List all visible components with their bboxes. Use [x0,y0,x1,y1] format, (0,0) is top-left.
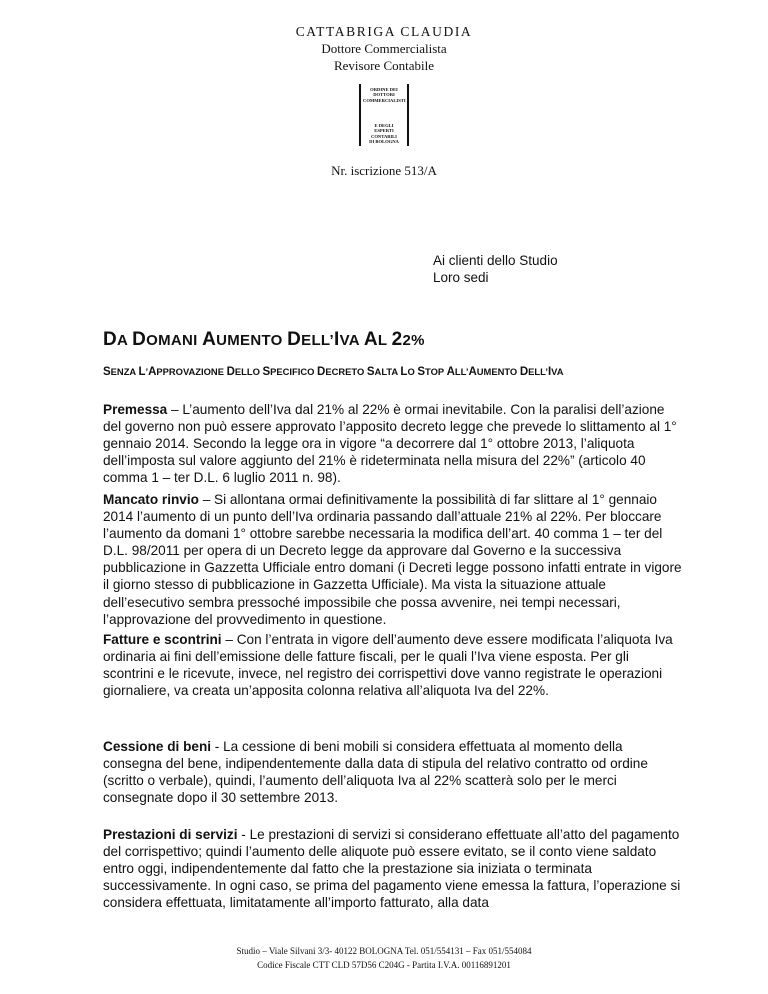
paragraph-text: – Con l’entrata in vigore dell’aumento deve essere modificata l’aliquota Iva ordinaria ai fini dell’emissione delle fatture fiscali, per le quali l’Iva viene esposta. Per gli scontrini e le ricevute, invece, nel registro dei corrispettivi dove vanno registrate le operazioni giornaliere, va creata un’apposita colonna relativa all’aliquota Iva del 22%. [103,632,673,699]
seal-line: ESPERTI CONTABILI [371,128,397,139]
footer-tax-ids: Codice Fiscale CTT CLD 57D56 C204G - Partita I.V.A. 00116891201 [257,960,511,970]
recipient-block [433,252,558,286]
paragraph-text: - Le prestazioni di servizi si considerano effettuate all’atto del pagamento del corrispettivo; quindi l’aumento delle aliquote può essere evitato, se il conto viene saldato entro oggi, indipendentemente dal fatto che la prestazione sia iniziata o terminata successivamente. In ogni caso, se prima del pagamento viene emessa la fattura, l’operazione si considera effettuata, limitatamente all’importo fatturato, alla data [103,827,681,911]
seal-line: ORDINE DEI [370,87,398,92]
document-subtitle [103,366,563,378]
paragraph-label: Mancato rinvio [103,492,199,507]
paragraph-text: - La cessione di beni mobili si considera effettuata al momento della consegna del bene, indipendentemente dalla data di stipula del relativo contratto od ordine (scritto o verbale), quindi, l’aumento dell’aliquota Iva al 22% scatterà solo per le merci consegnate dopo il 30 settembre 2013. [103,739,648,806]
seal-line: DI BOLOGNA [369,139,399,145]
professional-seal [359,84,409,146]
seal-line: COMMERCIALISTI [363,97,406,103]
role-line: Revisore Contabile [333,58,434,73]
paragraph-prestazioni-servizi [103,826,683,911]
paragraph-premessa [103,401,683,486]
footer-address: Studio – Viale Silvani 3/3- 40122 BOLOGNA Tel. 051/554131 – Fax 051/554084 [236,946,532,956]
registration-number: Nr. iscrizione 513/A [331,163,437,178]
paragraph-text: – Si allontana ormai definitivamente la possibilità di far slittare al 1° gennaio 2014 l’aumento di un punto dell’Iva ordinaria passando dall’attuale 21% al 22%. Per bloccare l’aumento da domani 1° ottobre sarebbe necessaria la modifica dell’art. 40 comma 1 – ter del D.L. 98/2011 per opera di un Decreto legge da approvare dal Governo e la successiva pubblicazione in Gazzetta Ufficiale entro domani (i Decreti legge possono infatti entrate in vigore il giorno stesso di pubblicazione in Gazzetta Ufficiale). Ma vista la situazione attuale dell’esecutivo sembra pressoché impossibile che possa avvenire, nei tempi necessari, l’approvazione del provvedimento in questione. [103,492,682,627]
recipient-line-1: Ai clienti dello Studio [433,253,558,268]
paragraph-label: Prestazioni di servizi [103,827,238,842]
seal-top-text [363,87,405,103]
profession-line: Dottore Commercialista [321,41,447,56]
document-title [103,329,425,351]
firm-name: CATTABRIGA CLAUDIA [295,24,473,39]
seal-line: E DEGLI [374,123,394,128]
paragraph-text: – L’aumento dell’Iva dal 21% al 22% è ormai inevitabile. Con la paralisi dell’azione del governo non può essere approvato l’apposito decreto legge che prevede lo slittamento al 1° gennaio 2014. Secondo la legge ora in vigore “a decorrere dal 1° ottobre 2013, l’aliquota dell’imposta sul valore aggiunto del 21% è rideterminata nella misura del 22%” (articolo 40 comma 1 – ter D.L. 6 luglio 2011 n. 98). [103,402,677,486]
paragraph-fatture-scontrini [103,631,683,699]
paragraph-cessione-beni [103,738,683,806]
title-text: DA DOMANI AUMENTO DELL’IVA AL 22% [103,329,425,350]
seal-bottom-text [363,123,405,145]
paragraph-label: Cessione di beni [103,739,212,754]
paragraph-mancato-rinvio [103,491,683,628]
paragraph-label: Fatture e scontrini [103,632,222,647]
seal-line: DOTTORI [373,92,395,98]
recipient-line-2: Loro sedi [433,270,489,285]
paragraph-label: Premessa [103,402,168,417]
subtitle-text: SENZA L’APPROVAZIONE DELLO SPECIFICO DECRETO SALTA LO STOP ALL’AUMENTO DELL’IVA [103,366,564,378]
